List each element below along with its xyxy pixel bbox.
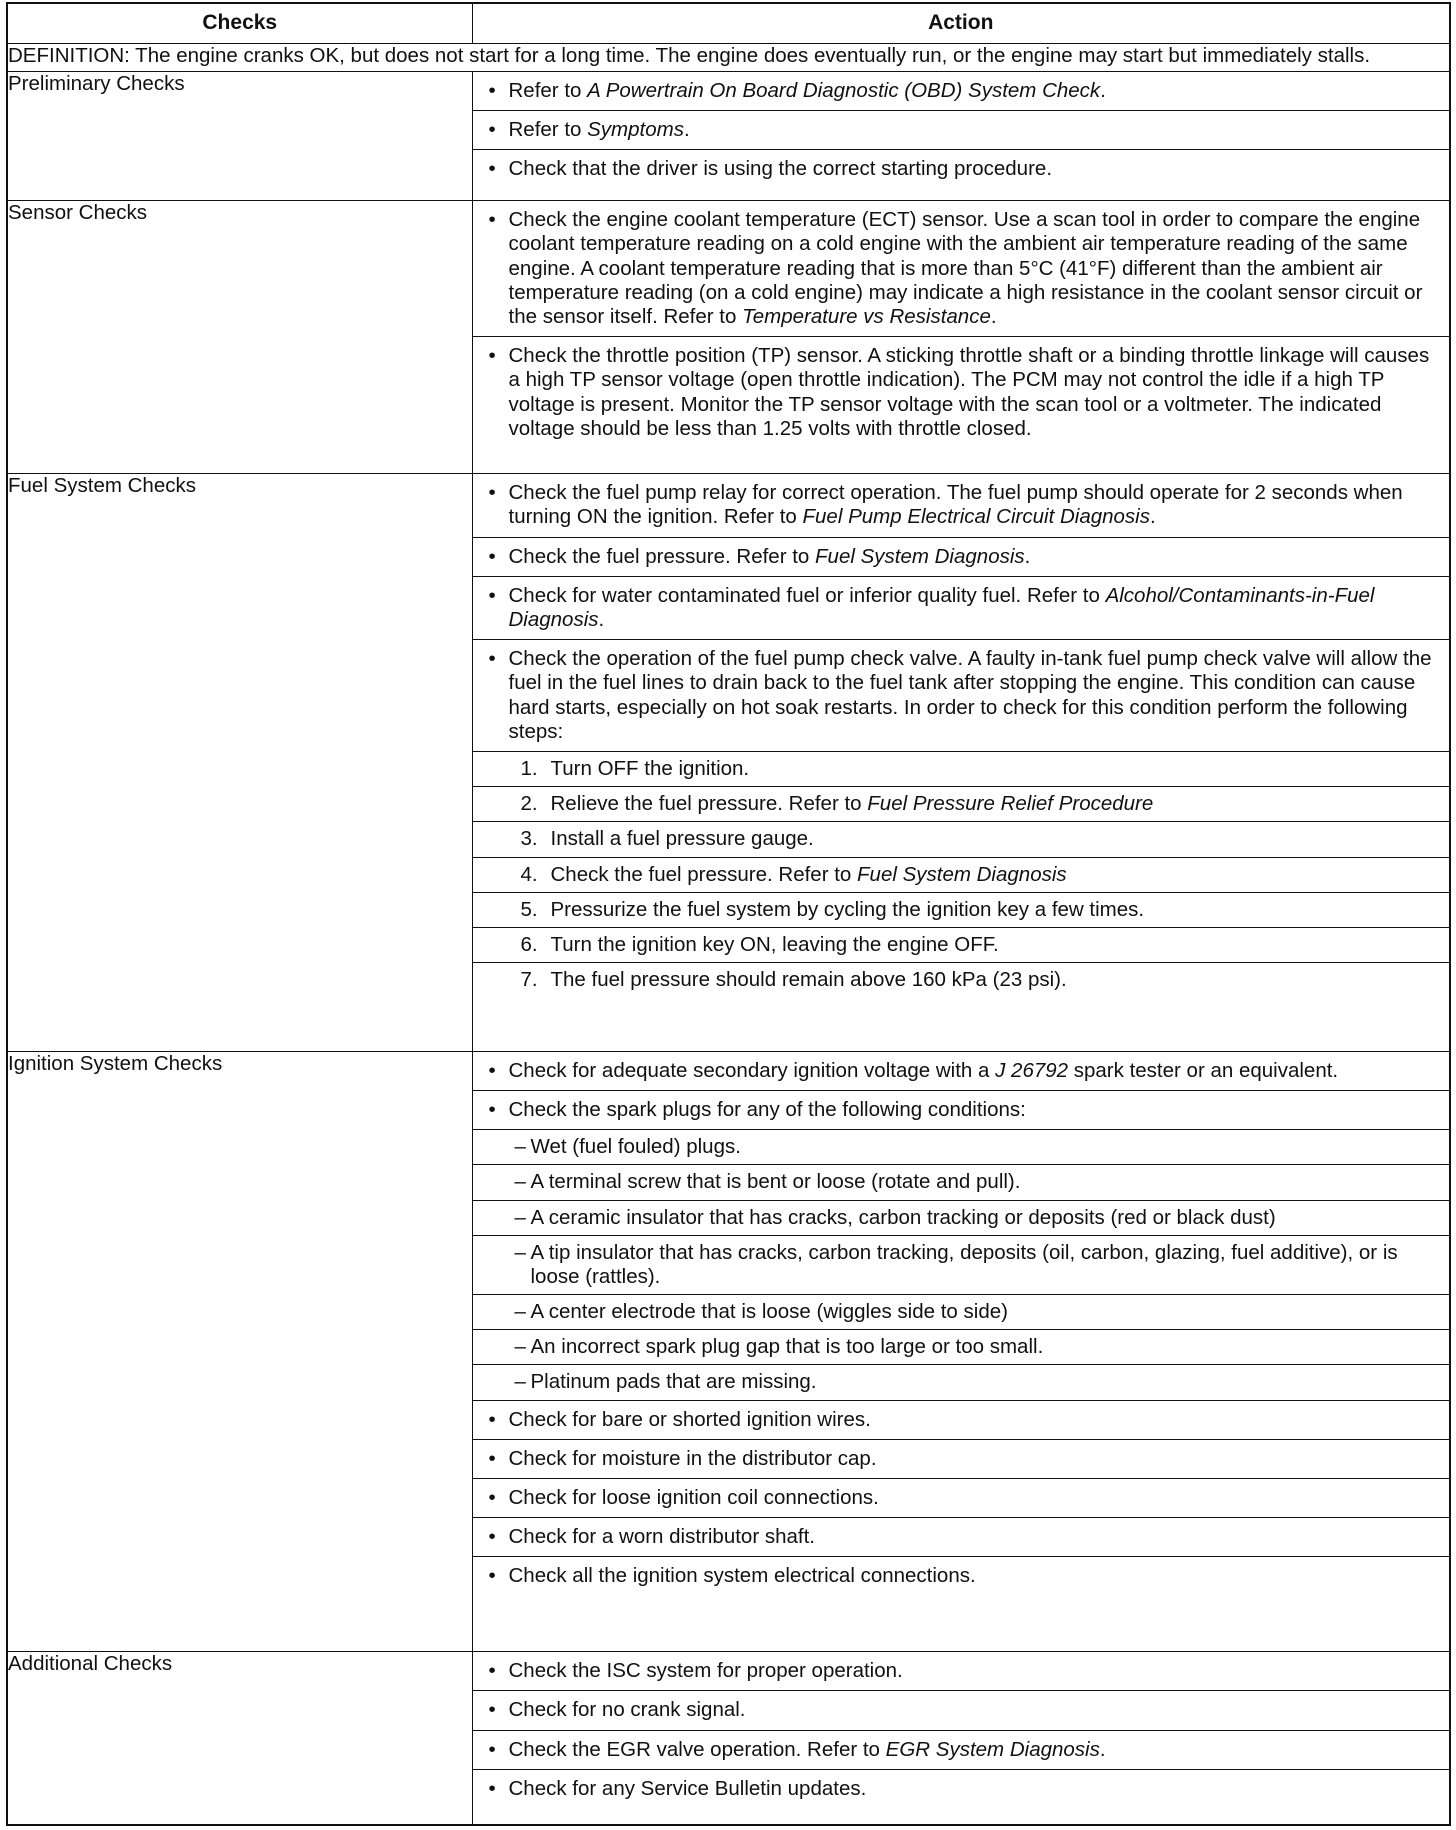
hard-start-diagnostic-table [6,2,1451,1826]
condition-item: – A tip insulator that has cracks, carbon tracking, deposits (oil, carbon, glazing, fuel additive), or is loose (rattles). [473,1236,1450,1295]
check-name: Fuel System Checks [7,474,472,1051]
dash-icon: – [514,1370,526,1394]
bullet-icon: • [488,1525,496,1549]
bullet-icon: • [488,344,496,368]
check-name: Sensor Checks [7,201,472,474]
bullet-icon: • [488,78,496,102]
table-header-row [7,3,1450,44]
table-row [7,1051,1450,1651]
bullet-icon: • [488,1407,496,1431]
procedure-step: 6. Turn the ignition key ON, leaving the engine OFF. [473,928,1450,963]
bullet-icon: • [488,1659,496,1683]
condition-item: – A center electrode that is loose (wiggles side to side) [473,1295,1450,1330]
reference-link: EGR System Diagnosis [885,1737,1100,1761]
action-item: • Check for moisture in the distributor cap. [473,1440,1450,1479]
action-item: • Check for a worn distributor shaft. [473,1518,1450,1557]
action-cell [472,474,1450,1051]
procedure-step: 2. Relieve the fuel pressure. Refer to Fuel Pressure Relief Procedure [473,787,1450,822]
bullet-icon: • [488,647,496,671]
condition-item: – A terminal screw that is bent or loose (rotate and pull). [473,1165,1450,1200]
dash-icon: – [514,1170,526,1194]
action-cell [472,201,1450,474]
action-item: • Check the ISC system for proper operation. [473,1652,1450,1691]
bullet-icon: • [488,583,496,607]
action-item: • Refer to A Powertrain On Board Diagnostic (OBD) System Check. [473,72,1450,111]
bullet-icon: • [488,1097,496,1121]
action-item: • Check for any Service Bulletin updates. [473,1770,1450,1808]
action-cell [472,1051,1450,1651]
action-cell [472,71,1450,201]
table-row [7,474,1450,1051]
check-name: Additional Checks [7,1652,472,1825]
action-item: • Check for no crank signal. [473,1691,1450,1730]
table-row [7,71,1450,201]
action-item: • Check the engine coolant temperature (ECT) sensor. Use a scan tool in order to compare the engine coolant temperature reading on a cold engine with the ambient air temperature reading of the same engine. A coolant temperature reading that is more than 5°C (41°F) different than the ambient air temperature reading (on a cold engine) may indicate a high resistance in the coolant sensor circuit or the sensor itself. Refer to Temperature vs Resistance. [473,201,1450,337]
bullet-icon: • [488,1058,496,1082]
action-item: • Check for bare or shorted ignition wires. [473,1401,1450,1440]
reference-link: J 26792 [995,1058,1069,1082]
condition-item: – Platinum pads that are missing. [473,1365,1450,1400]
reference-link: Symptoms [587,117,684,141]
reference-link: Temperature vs Resistance [742,305,991,329]
bullet-icon: • [488,1737,496,1761]
action-item: • Check the throttle position (TP) sensor. A sticking throttle shaft or a binding throttle linkage will causes a high TP sensor voltage (open throttle indication). The PCM may not control the idle if a high TP voltage is present. Monitor the TP sensor voltage with the scan tool or a voltmeter. The indicated voltage should be less than 1.25 volts with throttle closed. [473,337,1450,448]
bullet-icon: • [488,208,496,232]
action-item: • Check that the driver is using the correct starting procedure. [473,150,1450,188]
dash-icon: – [514,1240,526,1264]
reference-link: A Powertrain On Board Diagnostic (OBD) System Check [587,78,1101,102]
check-name: Ignition System Checks [7,1051,472,1651]
condition-item: – An incorrect spark plug gap that is too large or too small. [473,1330,1450,1365]
action-item: • Check all the ignition system electrical connections. [473,1557,1450,1595]
reference-link: Alcohol/Contaminants-in-Fuel Diagnosis [508,583,1375,632]
action-item: • Check the fuel pressure. Refer to Fuel System Diagnosis. [473,538,1450,577]
bullet-icon: • [488,1446,496,1470]
action-item: • Refer to Symptoms. [473,111,1450,150]
condition-item: – A ceramic insulator that has cracks, carbon tracking or deposits (red or black dust) [473,1201,1450,1236]
bullet-icon: • [488,1776,496,1800]
dash-icon: – [514,1135,526,1159]
action-item: • Check the spark plugs for any of the following conditions: [473,1091,1450,1130]
procedure-step: 5. Pressurize the fuel system by cycling the ignition key a few times. [473,893,1450,928]
action-item: • Check for water contaminated fuel or inferior quality fuel. Refer to Alcohol/Contaminants-in-Fuel Diagnosis. [473,577,1450,640]
action-item: • Check for loose ignition coil connections. [473,1479,1450,1518]
column-header-checks: Checks [7,3,472,44]
check-name: Preliminary Checks [7,71,472,201]
condition-item: – Wet (fuel fouled) plugs. [473,1130,1450,1165]
procedure-step: 1. Turn OFF the ignition. [473,752,1450,787]
diagnostic-table-page [6,2,1449,1826]
table-row [7,201,1450,474]
definition-text: DEFINITION: The engine cranks OK, but does not start for a long time. The engine does eventually run, or the engine may start but immediately stalls. [7,44,1450,72]
bullet-icon: • [488,117,496,141]
dash-icon: – [514,1300,526,1324]
table-row [7,1652,1450,1825]
action-item: • Check the EGR valve operation. Refer to EGR System Diagnosis. [473,1731,1450,1770]
dash-icon: – [514,1335,526,1359]
action-item: • Check the operation of the fuel pump check valve. A faulty in-tank fuel pump check valve will allow the fuel in the fuel lines to drain back to the fuel tank after stopping the engine. This condition can cause hard starts, especially on hot soak restarts. In order to check for this condition perform the following steps: [473,640,1450,752]
bullet-icon: • [488,1486,496,1509]
reference-link: Fuel System Diagnosis [815,544,1025,568]
definition-row [7,44,1450,72]
action-cell [472,1652,1450,1825]
column-header-action: Action [472,3,1450,44]
bullet-icon: • [488,1564,496,1588]
reference-link: Fuel Pressure Relief Procedure [867,792,1154,816]
bullet-icon: • [488,1698,496,1722]
reference-link: Fuel System Diagnosis [857,862,1067,886]
procedure-step: 3. Install a fuel pressure gauge. [473,822,1450,857]
procedure-step: 4. Check the fuel pressure. Refer to Fuel System Diagnosis [473,858,1450,893]
bullet-icon: • [488,157,496,181]
action-item: • Check the fuel pump relay for correct operation. The fuel pump should operate for 2 seconds when turning ON the ignition. Refer to Fuel Pump Electrical Circuit Diagnosis. [473,474,1450,537]
action-item: • Check for adequate secondary ignition voltage with a J 26792 spark tester or an equivalent. [473,1052,1450,1091]
dash-icon: – [514,1205,526,1229]
procedure-step: 7. The fuel pressure should remain above 160 kPa (23 psi). [520,968,1067,992]
bullet-icon: • [488,481,496,505]
reference-link: Fuel Pump Electrical Circuit Diagnosis [802,505,1150,529]
bullet-icon: • [488,544,496,568]
